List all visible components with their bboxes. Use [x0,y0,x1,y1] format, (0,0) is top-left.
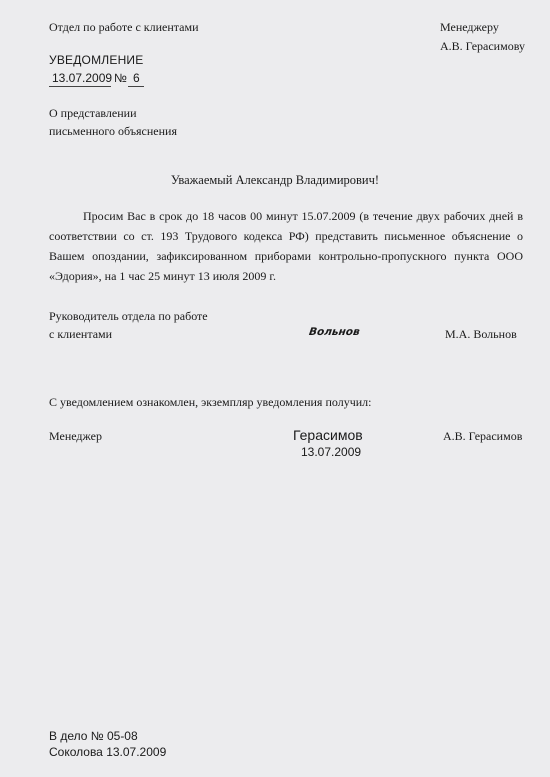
notice-number-underline [128,86,144,87]
notice-number: 6 [133,71,140,85]
head-signature: Вольнов [308,326,361,338]
manager-sign-date: 13.07.2009 [301,445,362,459]
notice-body: Просим Вас в срок до 18 часов 00 минут 15.07.2009 (в течение двух рабочих дней в соответствии со ст. 193 Трудового кодекса РФ) представить письменное объяснение о Вашем опоздании, зафиксированном приборами контрольно-пропускного пункта ООО «Эдория», на 1 час 25 минут 13 июля 2009 г. [49,209,523,283]
manager-name: А.В. Герасимов [443,429,523,443]
head-position-line-2: с клиентами [49,327,113,341]
notice-number-label: № [114,71,127,85]
subject-line-1: О представлении [49,106,137,120]
addressee-position: Менеджеру [440,20,499,34]
notice-date: 13.07.2009 [52,71,113,85]
filing-note: В дело № 05-08 [49,729,138,743]
department-name: Отдел по работе с клиентами [49,20,199,34]
salutation: Уважаемый Александр Владимирович! [170,173,380,187]
notice-date-underline [49,86,111,87]
head-name: М.А. Вольнов [445,327,517,341]
addressee-name: А.В. Герасимову [440,39,525,53]
notice-title: УВЕДОМЛЕНИЕ [49,53,144,67]
filing-clerk: Соколова 13.07.2009 [49,745,167,759]
subject-line-2: письменного объяснения [49,124,177,138]
head-position-line-1: Руководитель отдела по работе [49,309,208,323]
manager-signature: Герасимов [293,427,363,443]
manager-position: Менеджер [49,429,102,443]
acknowledgement-text: С уведомлением ознакомлен, экземпляр уведомления получил: [49,395,372,409]
